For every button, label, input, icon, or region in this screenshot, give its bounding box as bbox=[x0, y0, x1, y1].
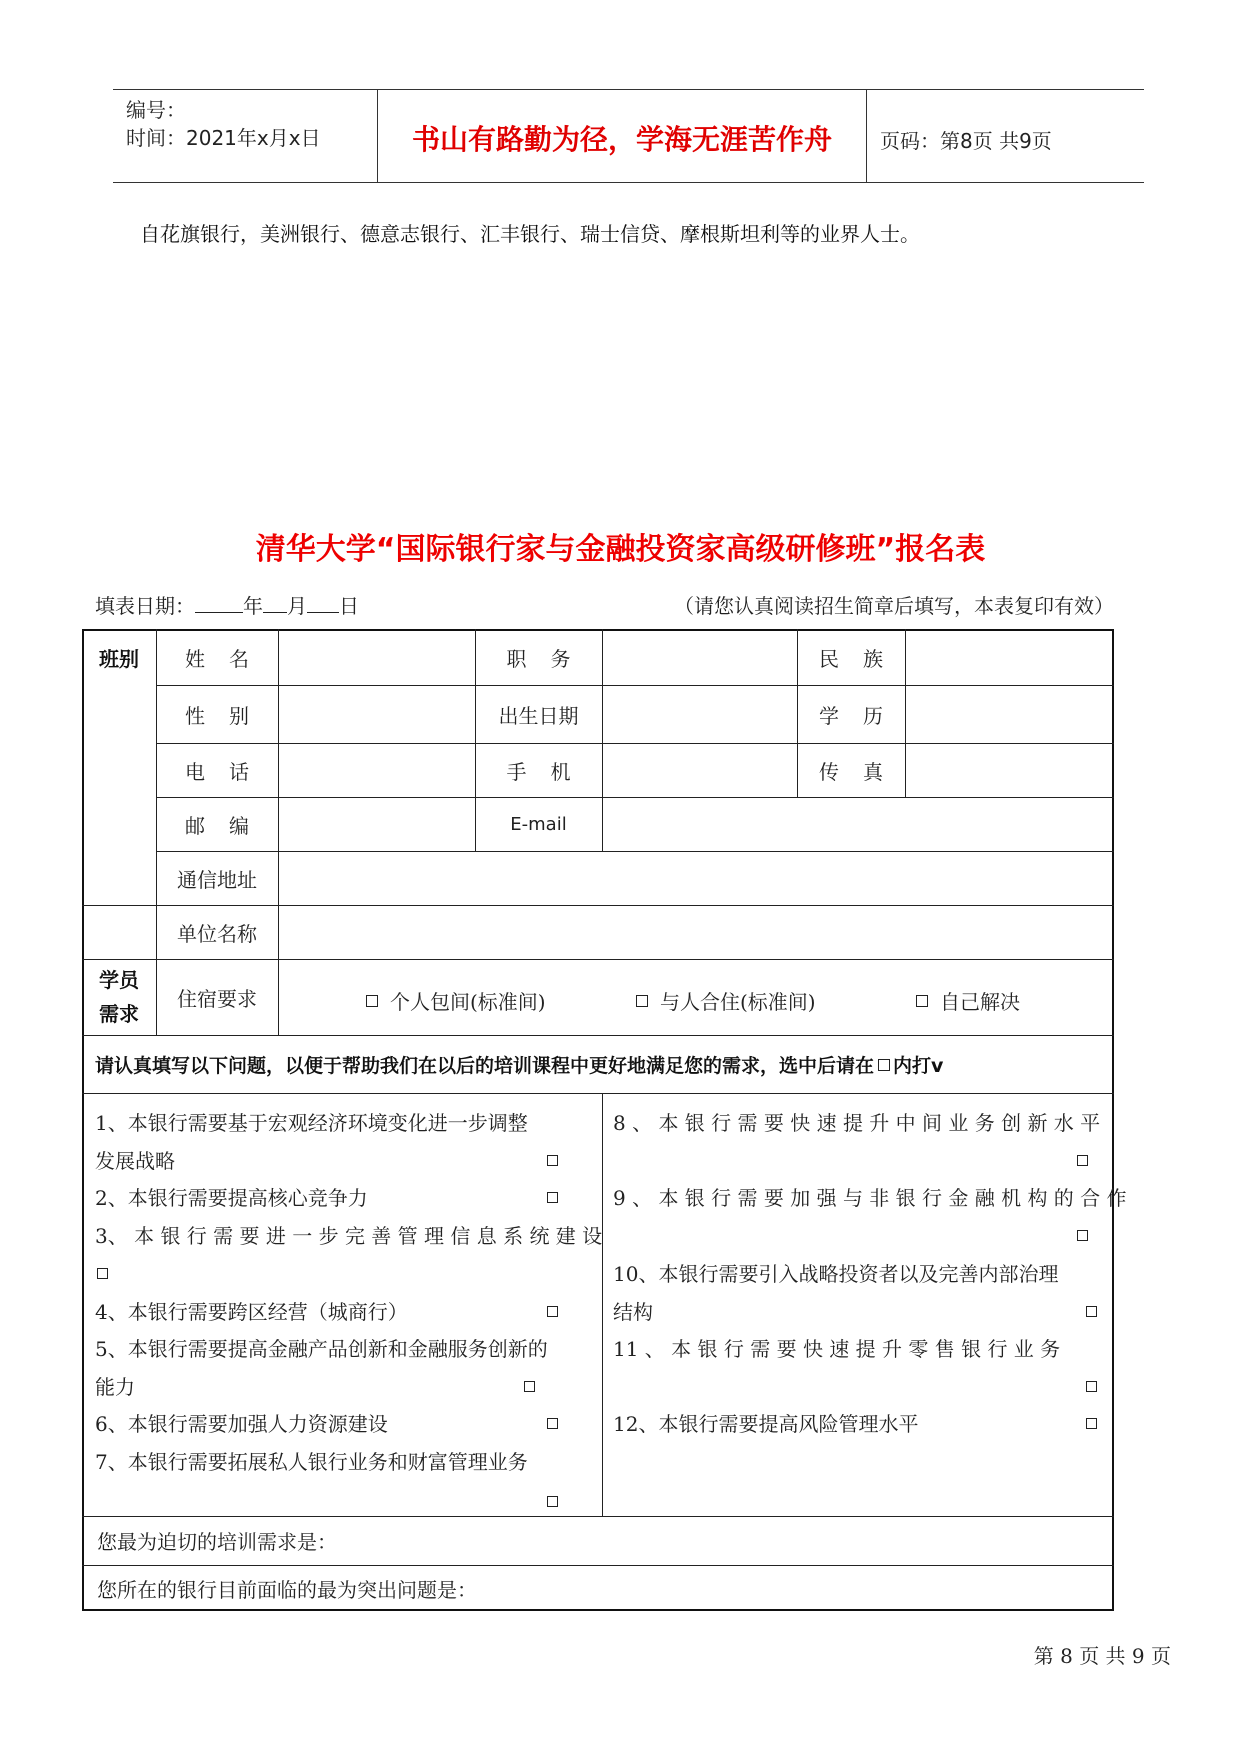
fill-day-label: 日 bbox=[339, 594, 359, 618]
questions-instruction: 请认真填写以下问题，以便于帮助我们在以后的培训课程中更好地满足您的需求，选中后请在 内打v bbox=[95, 1055, 944, 1077]
page-footer: 第 8 页 共 9 页 bbox=[1033, 1644, 1171, 1668]
question-5: 5、本银行需要提高金融产品创新和金融服务创新的 bbox=[95, 1337, 548, 1361]
question-10: 10、本银行需要引入战略投资者以及完善内部治理 bbox=[613, 1262, 1059, 1286]
question-12: 12、本银行需要提高风险管理水平 bbox=[613, 1412, 919, 1436]
question-6: 6、本银行需要加强人力资源建设 bbox=[95, 1412, 388, 1436]
checkbox-icon[interactable] bbox=[636, 995, 648, 1007]
birth-date-label: 出生日期 bbox=[498, 703, 579, 728]
fill-month-blank[interactable] bbox=[263, 594, 287, 613]
address-input[interactable] bbox=[278, 851, 1114, 905]
accommodation-option-self[interactable]: 自己解决 bbox=[916, 986, 1020, 1015]
checkbox-icon[interactable] bbox=[366, 995, 378, 1007]
question-6-checkbox[interactable] bbox=[547, 1418, 558, 1429]
accommodation-label: 住宿要求 bbox=[177, 986, 257, 1011]
fax-label: 传真 bbox=[819, 759, 907, 784]
position-label: 职务 bbox=[506, 646, 595, 671]
question-11: 11 、 本 银 行 需 要 快 速 提 升 零 售 银 行 业 务 bbox=[613, 1337, 1061, 1361]
question-3-checkbox[interactable] bbox=[97, 1268, 108, 1279]
email-label: E-mail bbox=[510, 813, 567, 835]
postcode-input[interactable] bbox=[278, 797, 475, 851]
question-1: 1、本银行需要基于宏观经济环境变化进一步调整 bbox=[95, 1111, 528, 1135]
form-title: 清华大学“国际银行家与金融投资家高级研修班”报名表 bbox=[255, 532, 986, 567]
question-11-checkbox[interactable] bbox=[1086, 1381, 1097, 1392]
position-input[interactable] bbox=[602, 629, 797, 685]
bank-issue[interactable]: 您所在的银行目前面临的最为突出问题是： bbox=[97, 1577, 477, 1602]
ethnicity-input[interactable] bbox=[905, 629, 1114, 685]
question-1-checkbox[interactable] bbox=[547, 1155, 558, 1166]
row-rule bbox=[82, 1093, 1114, 1094]
header-top-rule bbox=[113, 89, 1144, 90]
question-4-checkbox[interactable] bbox=[547, 1306, 558, 1317]
postcode-label: 邮编 bbox=[185, 813, 273, 838]
document-number-label: 编号： bbox=[126, 98, 186, 122]
student-needs-label: 学员 需求 bbox=[99, 968, 139, 1026]
question-12-checkbox[interactable] bbox=[1086, 1418, 1097, 1429]
fill-month-label: 月 bbox=[287, 594, 307, 618]
checkbox-icon bbox=[878, 1059, 890, 1071]
question-5-checkbox[interactable] bbox=[524, 1381, 535, 1392]
education-label: 学历 bbox=[819, 703, 907, 728]
fill-year-blank[interactable] bbox=[195, 594, 243, 613]
phone-label: 电话 bbox=[185, 759, 273, 784]
fill-date-line bbox=[95, 590, 359, 619]
question-2: 2、本银行需要提高核心竞争力 bbox=[95, 1186, 368, 1210]
fill-date-label: 填表日期： bbox=[95, 594, 195, 618]
question-2-checkbox[interactable] bbox=[547, 1192, 558, 1203]
fill-day-blank[interactable] bbox=[307, 594, 339, 613]
question-1-cont: 发展战略 bbox=[95, 1149, 175, 1173]
document-date: 时间：2021年x月x日 bbox=[126, 126, 321, 150]
gender-input[interactable] bbox=[278, 685, 475, 743]
question-7-checkbox[interactable] bbox=[547, 1496, 558, 1507]
phone-input[interactable] bbox=[278, 743, 475, 797]
header-motto: 书山有路勤为径，学海无涯苦作舟 bbox=[411, 123, 832, 156]
question-5-cont: 能力 bbox=[95, 1375, 135, 1399]
question-10-cont: 结构 bbox=[613, 1300, 653, 1324]
checkbox-icon[interactable] bbox=[916, 995, 928, 1007]
gender-label: 性别 bbox=[185, 703, 273, 728]
email-input[interactable] bbox=[602, 797, 1114, 851]
question-7: 7、本银行需要拓展私人银行业务和财富管理业务 bbox=[95, 1450, 528, 1474]
class-label: 班别 bbox=[99, 646, 139, 671]
company-input[interactable] bbox=[278, 905, 1114, 959]
name-label: 姓名 bbox=[185, 646, 273, 671]
question-3: 3、 本 银 行 需 要 进 一 步 完 善 管 理 信 息 系 统 建 设 bbox=[95, 1224, 603, 1248]
accommodation-option-private[interactable]: 个人包间(标准间) bbox=[366, 986, 546, 1015]
header-page-number: 页码：第8页 共9页 bbox=[880, 129, 1052, 153]
birth-date-input[interactable] bbox=[602, 685, 797, 743]
question-8-checkbox[interactable] bbox=[1077, 1155, 1088, 1166]
header-bottom-rule bbox=[113, 182, 1144, 183]
fill-note: （请您认真阅读招生简章后填写，本表复印有效） bbox=[674, 594, 1114, 618]
accommodation-option-shared[interactable]: 与人合住(标准间) bbox=[636, 986, 816, 1015]
col-rule bbox=[602, 1093, 603, 1516]
row-rule bbox=[82, 1035, 1114, 1036]
intro-paragraph: 自花旗银行，美洲银行、德意志银行、汇丰银行、瑞士信贷、摩根斯坦利等的业界人士。 bbox=[140, 222, 920, 246]
fax-input[interactable] bbox=[905, 743, 1114, 797]
name-input[interactable] bbox=[278, 629, 475, 685]
mobile-input[interactable] bbox=[602, 743, 797, 797]
header-divider-right bbox=[866, 89, 867, 182]
question-9: 9 、 本 银 行 需 要 加 强 与 非 银 行 金 融 机 构 的 合 作 bbox=[613, 1186, 1127, 1210]
question-9-checkbox[interactable] bbox=[1077, 1230, 1088, 1241]
education-input[interactable] bbox=[905, 685, 1114, 743]
ethnicity-label: 民族 bbox=[819, 646, 907, 671]
urgent-training-need[interactable]: 您最为迫切的培训需求是： bbox=[97, 1530, 337, 1554]
question-4: 4、本银行需要跨区经营（城商行） bbox=[95, 1300, 408, 1324]
question-8: 8 、 本 银 行 需 要 快 速 提 升 中 间 业 务 创 新 水 平 bbox=[613, 1111, 1101, 1135]
question-10-checkbox[interactable] bbox=[1086, 1306, 1097, 1317]
fill-year-label: 年 bbox=[243, 594, 263, 618]
company-label: 单位名称 bbox=[177, 921, 257, 946]
mobile-label: 手机 bbox=[506, 759, 595, 784]
address-label: 通信地址 bbox=[177, 867, 257, 892]
